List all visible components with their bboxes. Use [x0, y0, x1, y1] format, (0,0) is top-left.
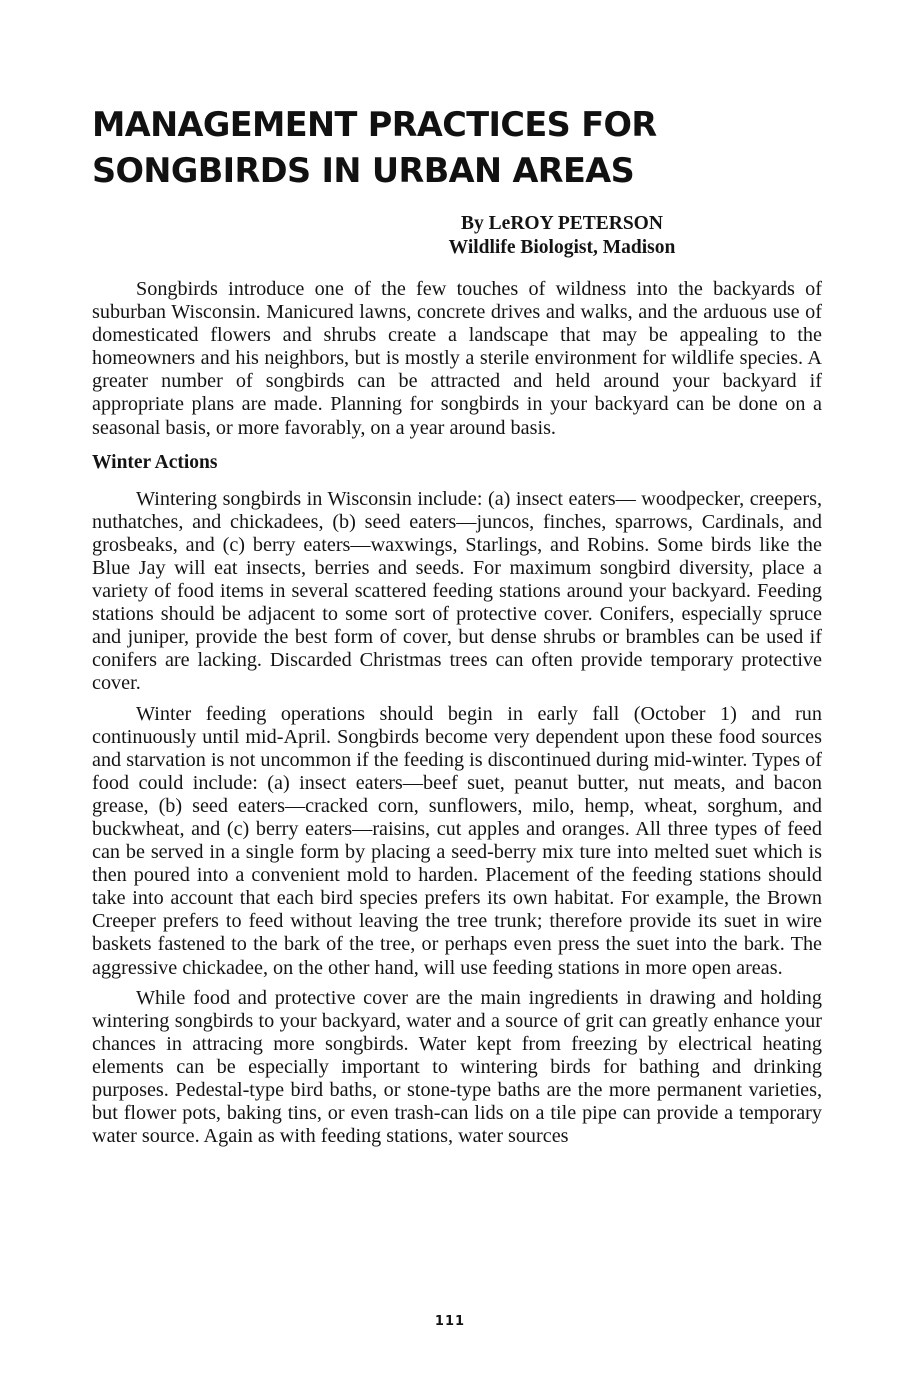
winter-paragraph-1: Wintering songbirds in Wisconsin include: (a) insect eaters— woodpecker, creepers, nuthatches, and chickadees, (b) seed eaters—juncos, finches, sparrows, Cardinals, and grosbeaks, and (c) berry eaters—waxwings, Starlings, and Robins. Some birds like the Blue Jay will eat insects, berries and seeds. For maximum songbird diversity, place a variety of food items in several scattered feeding stations around your backyard. Feeding stations should be adjacent to some sort of protective cover. Conifers, especially spruce and juniper, provide the best form of cover, but dense shrubs or brambles can be used if conifers are lacking. Discarded Christmas trees can often provide temporary protective cover. [92, 487, 822, 695]
intro-paragraph: Songbirds introduce one of the few touches of wildness into the backyards of suburban Wisconsin. Manicured lawns, concrete drives and walks, and the arduous use of domesticated flowers and shrubs create a landscape that may be appealing to the homeowners and his neighbors, but is mostly a sterile environment for wildlife species. A greater number of songbirds can be attracted and held around your backyard if appropriate plans are made. Planning for songbirds in your backyard can be done on a seasonal basis, or more favorably, on a year around basis. [92, 278, 822, 439]
author-title: Wildlife Biologist, Madison [448, 237, 676, 258]
article-page [92, 102, 822, 1148]
article-title [92, 102, 822, 194]
title-line-2: SONGBIRDS IN URBAN AREAS [92, 151, 635, 190]
winter-paragraph-2: Winter feeding operations should begin in early fall (October 1) and run continuously until mid-April. Songbirds become very dependent upon these food sources and starvation is not uncommon if the feeding is discontinued during mid-winter. Types of food could include: (a) insect eaters—beef suet, peanut butter, nut meats, and bacon grease, (b) seed eaters—cracked corn, sunflowers, milo, hemp, wheat, sorghum, and buckwheat, and (c) berry eaters—raisins, cut apples and oranges. All three types of feed can be served in a single form by placing a seed-berry mix ture into melted suet which is then poured into a convenient mold to harden. Placement of the feeding stations should take into account that each bird species prefers its own habitat. For example, the Brown Creeper prefers to feed without leaving the tree trunk; therefore provide its suet in wire baskets fastened to the bark of the tree, or perhaps even press the suet into the bark. The aggressive chickadee, on the other hand, will use feeding stations in more open areas. [92, 702, 822, 979]
winter-paragraph-3: While food and protective cover are the main ingredients in drawing and holding wintering songbirds to your backyard, water and a source of grit can greatly enhance your chances in attracing more songbirds. Water kept from freezing by electrical heating elements can be especially important to wintering birds for bathing and drinking purposes. Pedestal-type bird baths, or stone-type baths are the more permanent varieties, but flower pots, baking tins, or even trash-can lids on a tile pipe can provide a temporary water source. Again as with feeding stations, water sources [92, 986, 822, 1148]
author-name: By LeROY PETERSON [461, 213, 663, 234]
byline [302, 212, 822, 260]
page-number: 111 [434, 1314, 466, 1329]
title-line-1: MANAGEMENT PRACTICES FOR [92, 105, 657, 144]
section-heading-winter: Winter Actions [92, 451, 218, 473]
